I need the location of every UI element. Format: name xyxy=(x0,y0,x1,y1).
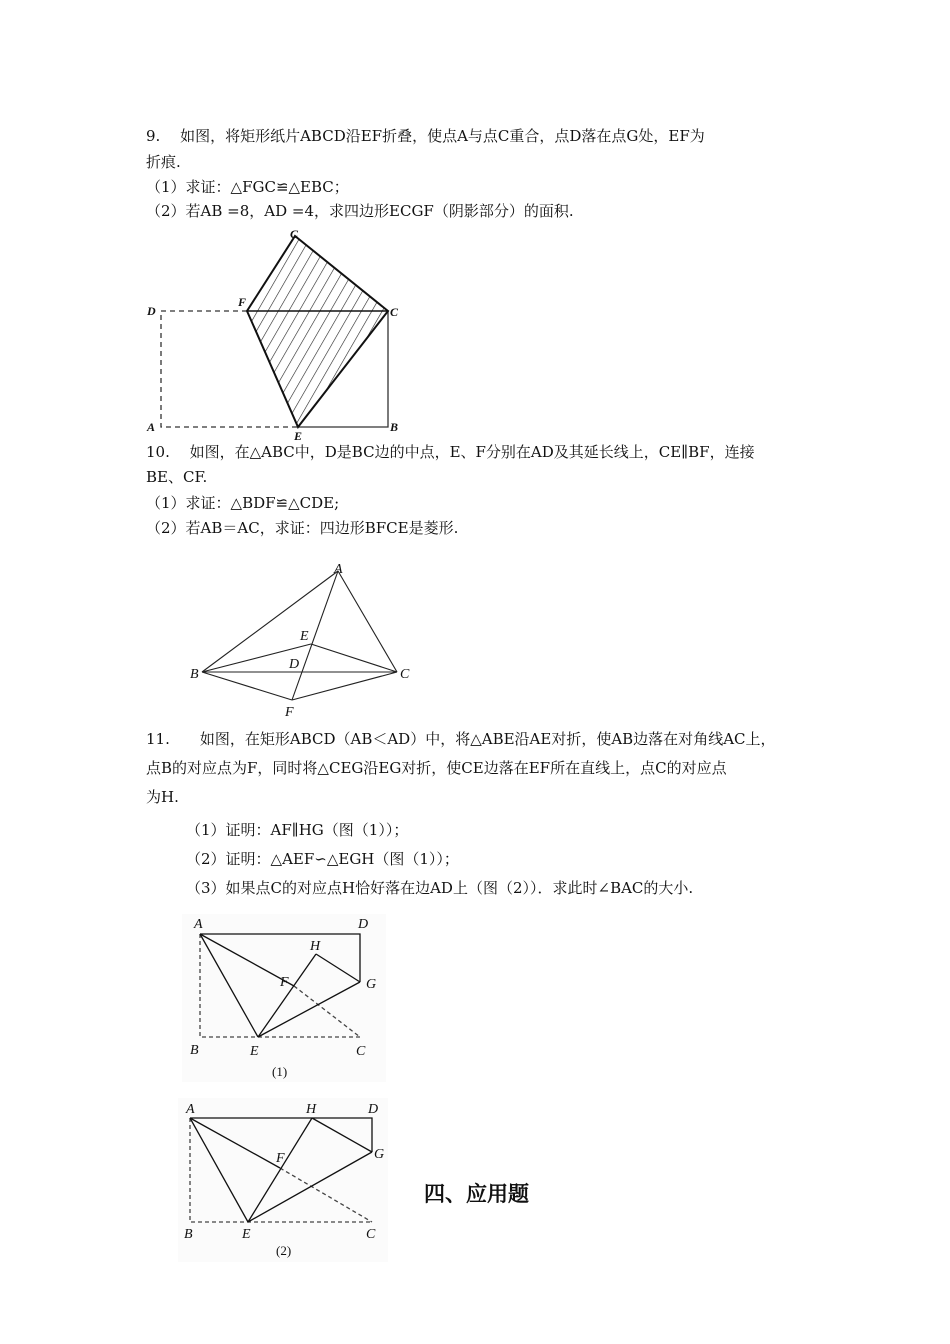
label-b: B xyxy=(190,667,199,682)
label-e: E xyxy=(242,1227,251,1242)
label-c-top: C xyxy=(290,227,299,241)
label-h: H xyxy=(306,1102,317,1117)
label-g: G xyxy=(374,1147,385,1162)
label-c: C xyxy=(366,1227,376,1242)
problem11-figure-1 xyxy=(180,912,390,1084)
label-a: A xyxy=(186,1102,195,1117)
problem9-figure xyxy=(140,226,410,442)
problem10-figure xyxy=(186,558,418,718)
problem9-line2: 折痕. xyxy=(146,153,181,171)
label-e: E xyxy=(250,1044,259,1059)
label-f: F xyxy=(285,705,294,720)
label-a: A xyxy=(334,562,343,577)
shaded-quadrilateral xyxy=(247,236,388,427)
problem11-line3: 为H. xyxy=(146,788,179,806)
label-d: D xyxy=(368,1102,379,1117)
figure-1-caption: (1) xyxy=(272,1064,288,1079)
problem11-part3: （3）如果点C的对应点H恰好落在边AD上（图（2））．求此时∠BAC的大小. xyxy=(186,879,694,897)
problem11-part1: （1）证明：AF∥HG（图（1））； xyxy=(186,821,409,839)
problem10-line1: 10. 如图，在△ABC中，D是BC边的中点，E、F分别在AD及其延长线上，CE∥BF，连接 xyxy=(146,443,755,461)
problem10-part2: （2）若AB＝AC，求证：四边形BFCE是菱形. xyxy=(146,519,459,537)
label-a: A xyxy=(194,917,203,932)
label-h: H xyxy=(310,939,321,954)
problem11-figure-2 xyxy=(176,1096,390,1264)
label-a: A xyxy=(147,420,156,434)
label-c: C xyxy=(390,305,399,319)
label-b: B xyxy=(190,1043,199,1058)
label-b: B xyxy=(390,420,399,434)
label-f: F xyxy=(238,295,247,309)
label-c: C xyxy=(356,1044,366,1059)
label-g: G xyxy=(366,977,377,992)
label-e: E xyxy=(294,429,303,443)
problem11-line2: 点B的对应点为F，同时将△CEG沿EG对折，使CE边落在EF所在直线上，点C的对应点 xyxy=(146,759,727,777)
label-f: F xyxy=(280,975,289,990)
label-e: E xyxy=(300,629,309,644)
problem11-line1: 11. 如图，在矩形ABCD（AB＜AD）中，将△ABE沿AE对折，使AB边落在对角线AC上， xyxy=(146,730,776,748)
label-d: D xyxy=(147,304,156,318)
label-b: B xyxy=(184,1227,193,1242)
label-d: D xyxy=(358,917,369,932)
label-d: D xyxy=(289,657,300,672)
section-heading: 四、应用题 xyxy=(424,1182,529,1206)
problem9-part1: （1）求证：△FGC≌△EBC； xyxy=(146,178,349,196)
figure-2-caption: (2) xyxy=(276,1243,292,1258)
problem11-part2: （2）证明：△AEF∽△EGH（图（1））； xyxy=(186,850,459,868)
problem9-line1: 9. 如图，将矩形纸片ABCD沿EF折叠，使点A与点C重合，点D落在点G处，EF为 xyxy=(146,127,705,145)
label-c: C xyxy=(400,667,410,682)
problem10-part1: （1）求证：△BDF≌△CDE; xyxy=(146,494,340,512)
problem9-part2: （2）若AB =8，AD =4，求四边形ECGF（阴影部分）的面积. xyxy=(146,202,574,220)
problem10-line2: BE、CF. xyxy=(146,468,208,486)
label-f: F xyxy=(276,1151,285,1166)
